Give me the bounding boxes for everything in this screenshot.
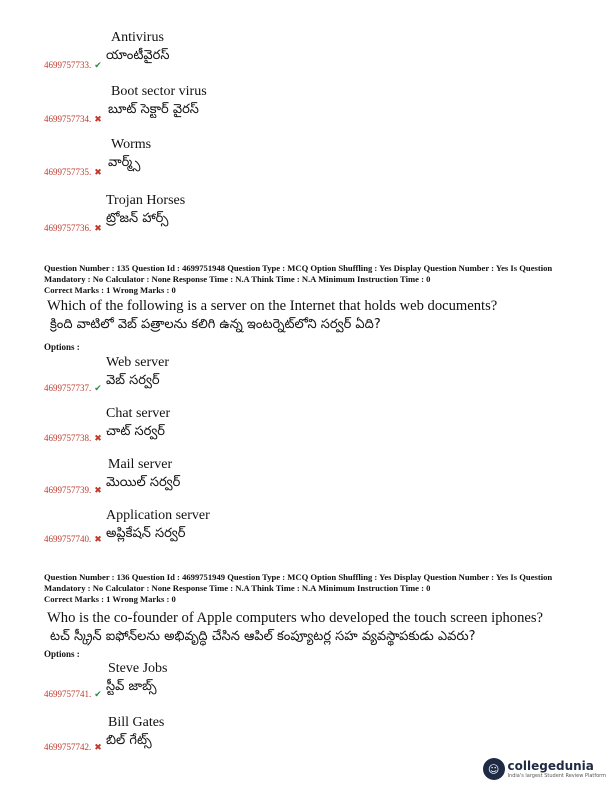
option-text-en: Steve Jobs xyxy=(108,661,168,676)
meta-line: Correct Marks : 1 Wrong Marks : 0 xyxy=(44,594,176,604)
meta-line: Mandatory : No Calculator : None Response Time : N.A Think Time : N.A Minimum Instruction Time : 0 xyxy=(44,583,431,593)
option-text-en: Bill Gates xyxy=(108,715,165,730)
cross-icon: ✖ xyxy=(94,167,102,177)
option-text-en: Mail server xyxy=(108,457,173,472)
option-id: 4699757737. ✔ xyxy=(44,383,102,393)
option-text-en: Application server xyxy=(106,508,210,523)
collegedunia-logo xyxy=(483,758,606,780)
option-text-te: బూట్ సెక్టార్ వైరస్ xyxy=(108,102,199,117)
option-id: 4699757734. ✖ xyxy=(44,114,102,124)
cross-icon: ✖ xyxy=(94,114,102,124)
option-text-en: Trojan Horses xyxy=(106,193,186,208)
option-id: 4699757733. ✔ xyxy=(44,60,102,70)
option-text-te: వెబ్ సర్వర్ xyxy=(106,373,160,388)
meta-line: Question Number : 136 Question Id : 4699751949 Question Type : MCQ Option Shuffling : Yes Display Question Number : Yes Is Question xyxy=(44,572,553,582)
question-text-en: Who is the co-founder of Apple computers who developed the touch screen iphones? xyxy=(47,610,544,626)
option-id: 4699757741. ✔ xyxy=(44,689,102,699)
question-meta xyxy=(44,263,604,296)
option-text-te: మెయిల్ సర్వర్ xyxy=(106,475,181,490)
option-text-en: Boot sector virus xyxy=(111,84,207,99)
option-text-en: Antivirus xyxy=(111,30,164,45)
cross-icon: ✖ xyxy=(94,223,102,233)
option-text-te: అప్లికేషన్ సర్వర్ xyxy=(106,526,186,541)
option-text-te: బిల్ గేట్స్ xyxy=(106,733,152,748)
option-text-te: స్టీవ్ జాబ్స్ xyxy=(106,679,157,694)
check-icon: ✔ xyxy=(94,60,102,70)
meta-line: Question Number : 135 Question Id : 4699751948 Question Type : MCQ Option Shuffling : Yes Display Question Number : Yes Is Question xyxy=(44,263,553,273)
question-text-en: Which of the following is a server on the Internet that holds web documents? xyxy=(47,298,498,314)
option-text-te: వార్మ్స్ xyxy=(108,155,141,170)
option-id: 4699757740. ✖ xyxy=(44,534,102,544)
logo-text: collegedunia xyxy=(507,758,594,773)
check-icon: ✔ xyxy=(94,383,102,393)
option-id: 4699757738. ✖ xyxy=(44,433,102,443)
option-id: 4699757736. ✖ xyxy=(44,223,102,233)
options-label: Options : xyxy=(44,649,80,659)
option-id: 4699757742. ✖ xyxy=(44,742,102,752)
option-text-te: చాట్ సర్వర్ xyxy=(106,424,166,439)
option-text-en: Chat server xyxy=(106,406,171,421)
question-meta xyxy=(44,572,604,605)
student-face-icon: ☺ xyxy=(483,758,505,780)
option-id: 4699757739. ✖ xyxy=(44,485,102,495)
cross-icon: ✖ xyxy=(94,485,102,495)
question-text-te: టచ్ స్క్రీన్ ఐఫోన్‌లను అభివృద్ధి చేసిన ఆపిల్ కంప్యూటర్ల సహ వ్యవస్థాపకుడు ఎవరు? xyxy=(50,629,476,644)
option-text-te: యాంటీవైరస్ xyxy=(106,48,170,63)
meta-line: Mandatory : No Calculator : None Response Time : N.A Think Time : N.A Minimum Instruction Time : 0 xyxy=(44,274,431,284)
option-text-te: ట్రోజన్ హార్స్ xyxy=(106,211,169,226)
option-text-en: Web server xyxy=(106,355,170,370)
question-text-te: క్రింది వాటిలో వెబ్ పత్రాలను కలిగి ఉన్న ఇంటర్నెట్‌లోని సర్వర్ ఏది? xyxy=(50,317,381,332)
cross-icon: ✖ xyxy=(94,433,102,443)
logo-tagline: India's largest Student Review Platform xyxy=(507,772,606,779)
options-label: Options : xyxy=(44,342,80,352)
option-id: 4699757735. ✖ xyxy=(44,167,102,177)
meta-line: Correct Marks : 1 Wrong Marks : 0 xyxy=(44,285,176,295)
cross-icon: ✖ xyxy=(94,742,102,752)
logo-text-group xyxy=(508,760,606,779)
option-text-en: Worms xyxy=(111,137,152,152)
check-icon: ✔ xyxy=(94,689,102,699)
cross-icon: ✖ xyxy=(94,534,102,544)
